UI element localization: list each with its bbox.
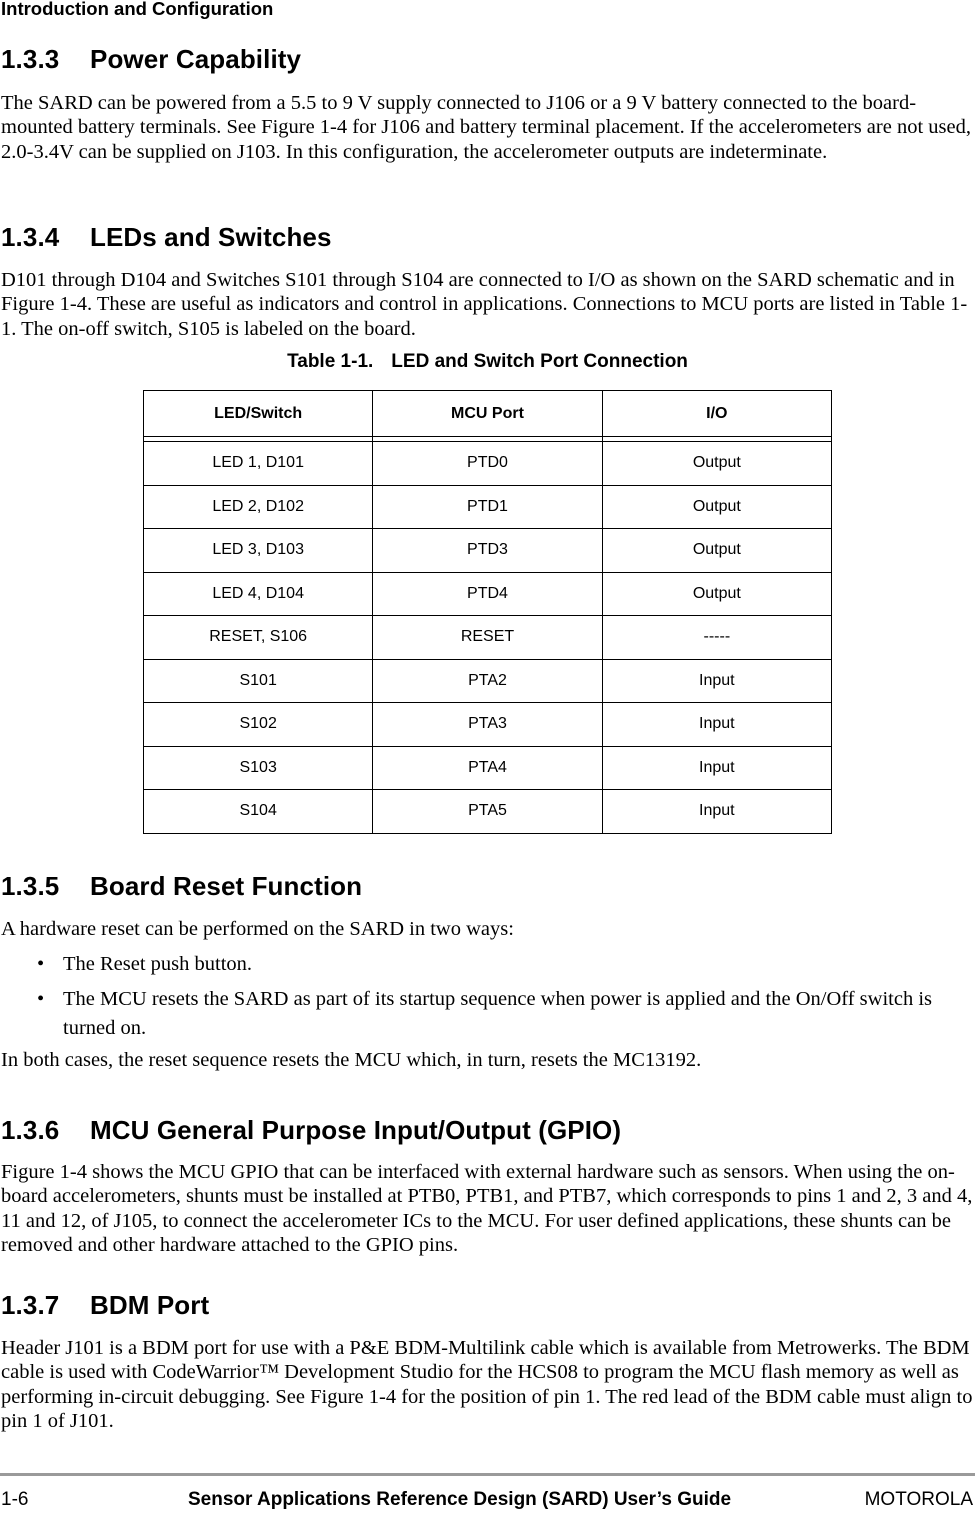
cell-io: ----- (602, 616, 831, 660)
section-title: Power Capability (90, 44, 302, 74)
cell-led-switch: S102 (144, 703, 373, 747)
section-number: 1.3.6 (1, 1115, 60, 1145)
section-heading-power (1, 44, 301, 75)
cell-mcu-port: PTA2 (373, 659, 602, 703)
cell-io: Input (602, 659, 831, 703)
section-heading-gpio (1, 1115, 621, 1146)
table-row (144, 485, 832, 529)
cell-mcu-port: RESET (373, 616, 602, 660)
table-row (144, 659, 832, 703)
document-title: Sensor Applications Reference Design (SARD) User’s Guide (188, 1489, 732, 1510)
section-heading-bdm (1, 1290, 209, 1321)
cell-led-switch: LED 2, D102 (144, 485, 373, 529)
cell-mcu-port: PTD4 (373, 572, 602, 616)
cell-mcu-port: PTD1 (373, 485, 602, 529)
table-caption-number: Table 1-1. (287, 351, 374, 372)
cell-led-switch: LED 1, D101 (144, 442, 373, 486)
reset-outro: In both cases, the reset sequence resets the MCU which, in turn, resets the MC13192. (1, 1049, 702, 1071)
cell-io: Input (602, 746, 831, 790)
section-number: 1.3.7 (1, 1290, 60, 1320)
bullet-text: The MCU resets the SARD as part of its startup sequence when power is applied and the On/Off switch is turned on. (63, 988, 932, 1039)
section-title: Board Reset Function (90, 871, 363, 901)
table-row (144, 746, 832, 790)
cell-mcu-port: PTA4 (373, 746, 602, 790)
cell-mcu-port: PTD0 (373, 442, 602, 486)
header-mcu-port: MCU Port (373, 391, 602, 437)
reset-bullet (37, 950, 968, 979)
section-heading-reset (1, 871, 362, 902)
page-number: 1-6 (1, 1489, 29, 1510)
header-led-switch: LED/Switch (144, 391, 373, 437)
cell-led-switch: S103 (144, 746, 373, 790)
chapter-header: Introduction and Configuration (1, 0, 274, 19)
cell-led-switch: LED 4, D104 (144, 572, 373, 616)
table-row (144, 616, 832, 660)
table-caption-title: LED and Switch Port Connection (391, 351, 688, 372)
bullet-dot-icon: • (37, 953, 45, 975)
power-paragraph: The SARD can be powered from a 5.5 to 9 V supply connected to J106 or a 9 V battery connected to the board-mounted battery terminals. See Figure 1-4 for J106 and battery terminal placement. If the accelerometers are not used, 2.0-3.4V can be supplied on J103. In this configuration, the accelerometer outputs are indeterminate. (1, 92, 971, 163)
table-row (144, 442, 832, 486)
cell-mcu-port: PTD3 (373, 529, 602, 573)
led-switch-table (143, 390, 832, 834)
bullet-dot-icon: • (37, 988, 45, 1010)
bdm-paragraph: Header J101 is a BDM port for use with a P&E BDM-Multilink cable which is available from Metrowerks. The BDM cable is used with CodeWarrior™ Development Studio for the HCS08 to program the MCU flash memory as well as performing in-circuit debugging. See Figure 1-4 for the position of pin 1. The red lead of the BDM cable must align to pin 1 of J101. (1, 1337, 973, 1432)
table-row (144, 703, 832, 747)
section-heading-leds (1, 222, 332, 253)
table-caption (0, 351, 975, 373)
cell-io: Input (602, 703, 831, 747)
section-title: BDM Port (90, 1290, 210, 1320)
bullet-text: The Reset push button. (63, 953, 253, 975)
section-number: 1.3.4 (1, 222, 60, 252)
cell-led-switch: S104 (144, 790, 373, 834)
footer-divider (0, 1473, 975, 1476)
section-title: LEDs and Switches (90, 222, 332, 252)
cell-mcu-port: PTA3 (373, 703, 602, 747)
gpio-paragraph: Figure 1-4 shows the MCU GPIO that can be interfaced with external hardware such as sensors. When using the on-board accelerometers, shunts must be installed at PTB0, PTB1, and PTB7, which corresponds to pins 1 and 2, 3 and 4, 11 and 12, of J105, to connect the accelerometer ICs to the MCU. For user defined applications, these shunts can be removed and other hardware attached to the GPIO pins. (1, 1161, 973, 1256)
header-io: I/O (602, 391, 831, 437)
reset-bullet (37, 985, 968, 1043)
cell-io: Output (602, 529, 831, 573)
table-row (144, 572, 832, 616)
table-header-row (144, 391, 832, 437)
cell-led-switch: LED 3, D103 (144, 529, 373, 573)
table-row (144, 790, 832, 834)
cell-io: Output (602, 485, 831, 529)
cell-io: Output (602, 572, 831, 616)
leds-paragraph: D101 through D104 and Switches S101 through S104 are connected to I/O as shown on the SARD schematic and in Figure 1-4. These are useful as indicators and control in applications. Connections to MCU ports are listed in Table 1-1. The on-off switch, S105 is labeled on the board. (1, 269, 968, 340)
cell-io: Output (602, 442, 831, 486)
cell-led-switch: RESET, S106 (144, 616, 373, 660)
section-title: MCU General Purpose Input/Output (GPIO) (90, 1115, 622, 1145)
cell-mcu-port: PTA5 (373, 790, 602, 834)
reset-intro: A hardware reset can be performed on the SARD in two ways: (1, 918, 514, 940)
section-number: 1.3.3 (1, 44, 60, 74)
company-name: MOTOROLA (864, 1489, 973, 1510)
table-row (144, 529, 832, 573)
cell-io: Input (602, 790, 831, 834)
section-number: 1.3.5 (1, 871, 60, 901)
cell-led-switch: S101 (144, 659, 373, 703)
